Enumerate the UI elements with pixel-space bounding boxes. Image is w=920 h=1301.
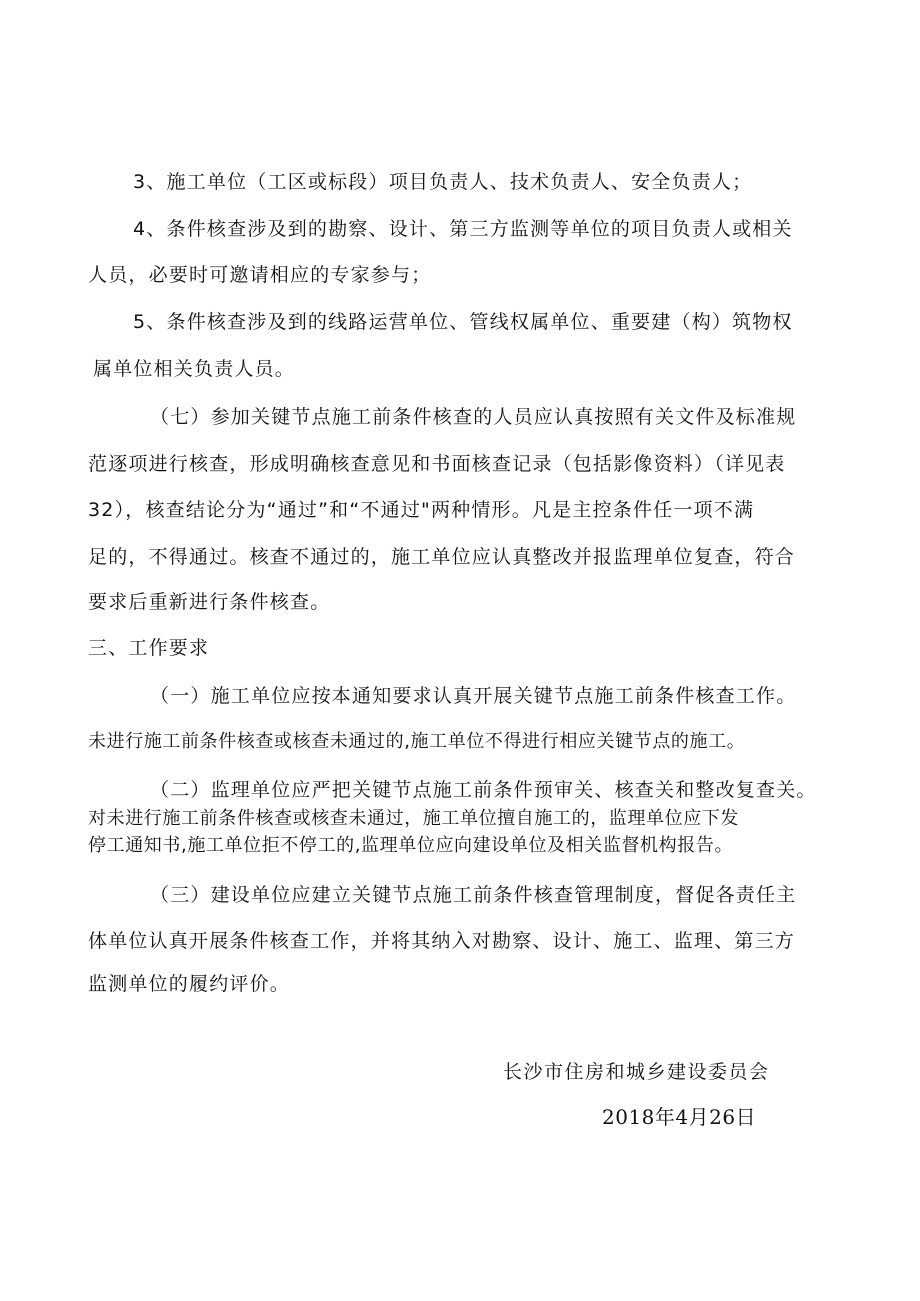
paragraph-line: 32），核查结论分为“通过”和“不通过"两种情形。凡是主控条件任一项不满: [88, 499, 755, 521]
paragraph-line: 5、条件核查涉及到的线路运营单位、管线权属单位、重要建（构）筑物权: [133, 311, 793, 333]
paragraph-line: 足的，不得通过。核查不通过的，施工单位应认真整改并报监理单位复查，符合: [88, 546, 796, 568]
paragraph-line: （一）施工单位应按本通知要求认真开展关键节点施工前条件核查工作。: [150, 685, 797, 707]
section-heading: 三、工作要求: [88, 637, 210, 659]
signature-date: 2018年4月26日: [602, 1105, 757, 1129]
paragraph-line: 要求后重新进行条件核查。: [88, 591, 331, 613]
paragraph-line: （七）参加关键节点施工前条件核查的人员应认真按照有关文件及标准规: [150, 406, 797, 428]
paragraph-line: 停工通知书,施工单位拒不停工的,监理单位应向建设单位及相关监督机构报告。: [88, 835, 734, 856]
paragraph-line: （二）监理单位应严把关键节点施工前条件预审关、核查关和整改复查关。: [150, 779, 817, 801]
paragraph-line: 体单位认真开展条件核查工作，并将其纳入对勘察、设计、施工、监理、第三方: [88, 930, 796, 952]
paragraph-line: 对未进行施工前条件核查或核查未通过，施工单位擅自施工的，监理单位应下发: [88, 808, 739, 829]
paragraph-line: （三）建设单位应建立关键节点施工前条件核查管理制度，督促各责任主: [150, 884, 797, 906]
paragraph-line: 4、条件核查涉及到的勘察、设计、第三方监测等单位的项目负责人或相关: [133, 218, 793, 240]
paragraph-line: 未进行施工前条件核查或核查未通过的,施工单位不得进行相应关键节点的施工。: [88, 731, 746, 752]
paragraph-line: 范逐项进行核查，形成明确核查意见和书面核查记录（包括影像资料）（详见表: [88, 453, 786, 475]
paragraph-line: 监测单位的履约评价。: [88, 973, 291, 995]
paragraph-line: 人员，必要时可邀请相应的专家参与；: [88, 264, 432, 286]
signature-organization: 长沙市住房和城乡建设委员会: [503, 1061, 770, 1083]
paragraph-line: 属单位相关负责人员。: [93, 358, 296, 380]
paragraph-line: 3、施工单位（工区或标段）项目负责人、技术负责人、安全负责人；: [133, 171, 753, 193]
